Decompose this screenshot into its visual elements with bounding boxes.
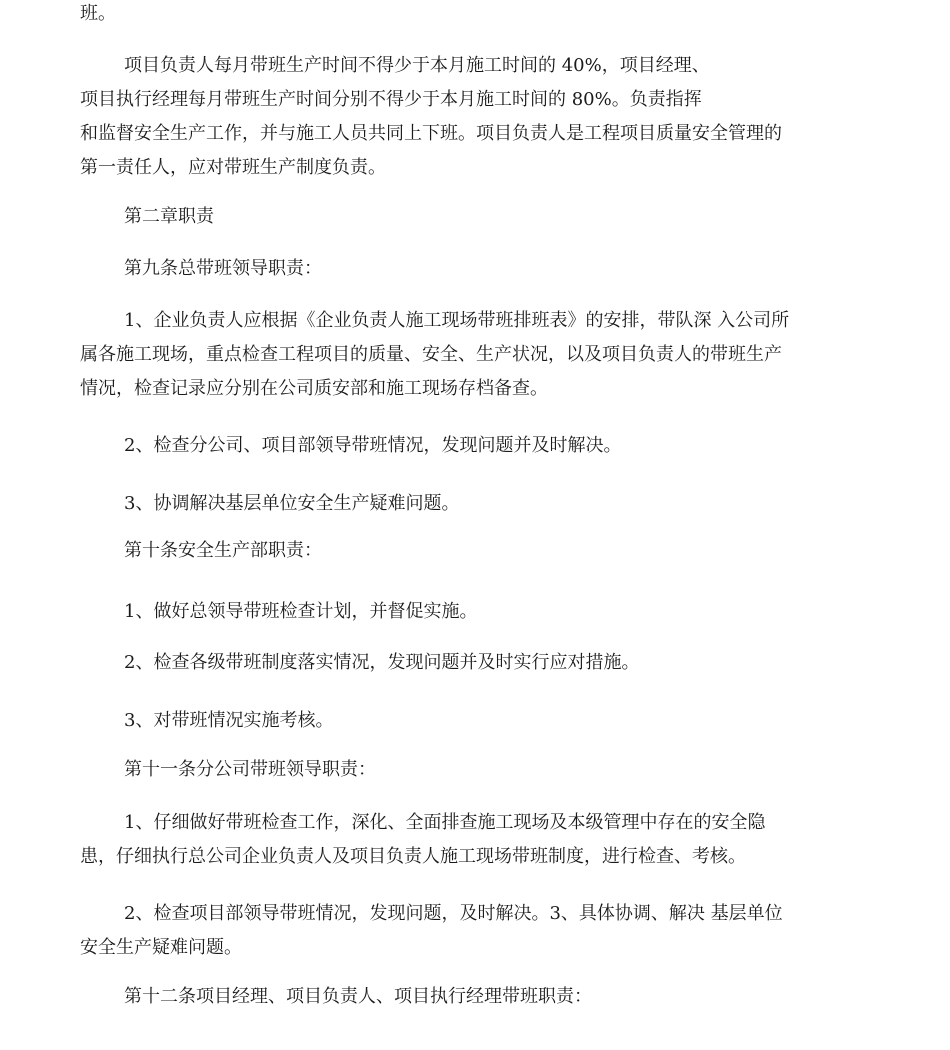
text-line: 班。 [80,3,116,24]
text-line: 2、检查各级带班制度落实情况，发现问题并及时实行应对措施。 [124,652,640,673]
text-line: 和监督安全生产工作，并与施工人员共同上下班。项目负责人是工程项目质量安全管理的 [80,123,782,144]
text-line: 3、对带班情况实施考核。 [124,710,334,731]
article-heading: 第十二条项目经理、项目负责人、项目执行经理带班职责： [124,986,592,1007]
article-heading: 第十条安全生产部职责： [124,540,322,561]
text-line: 属各施工现场，重点检查工程项目的质量、安全、生产状况，以及项目负责人的带班生产 [80,344,782,365]
text-line: 第一责任人，应对带班生产制度负责。 [80,157,386,178]
text-line: 1、仔细做好带班检查工作，深化、全面排查施工现场及本级管理中存在的安全隐 [124,812,766,833]
text-line: 项目执行经理每月带班生产时间分别不得少于本月施工时间的 80%。负责指挥 [80,89,702,110]
text-line: 3、协调解决基层单位安全生产疑难问题。 [124,493,460,514]
article-heading: 第十一条分公司带班领导职责： [124,759,376,780]
text-line: 项目负责人每月带班生产时间不得少于本月施工时间的 40%，项目经理、 [124,55,710,76]
text-line: 1、做好总领导带班检查计划，并督促实施。 [124,601,478,622]
text-line: 安全生产疑难问题。 [80,937,242,958]
text-line: 2、检查项目部领导带班情况，发现问题，及时解决。3、具体协调、解决 基层单位 [124,903,783,924]
text-line: 患，仔细执行总公司企业负责人及项目负责人施工现场带班制度，进行检查、考核。 [80,846,746,867]
text-line: 1、企业负责人应根据《企业负责人施工现场带班排班表》的安排，带队深 入公司所 [124,310,790,331]
text-line: 情况，检查记录应分别在公司质安部和施工现场存档备查。 [80,378,548,399]
text-line: 2、检查分公司、项目部领导带班情况，发现问题并及时解决。 [124,435,622,456]
chapter-heading: 第二章职责 [124,206,214,227]
article-heading: 第九条总带班领导职责： [124,258,322,279]
